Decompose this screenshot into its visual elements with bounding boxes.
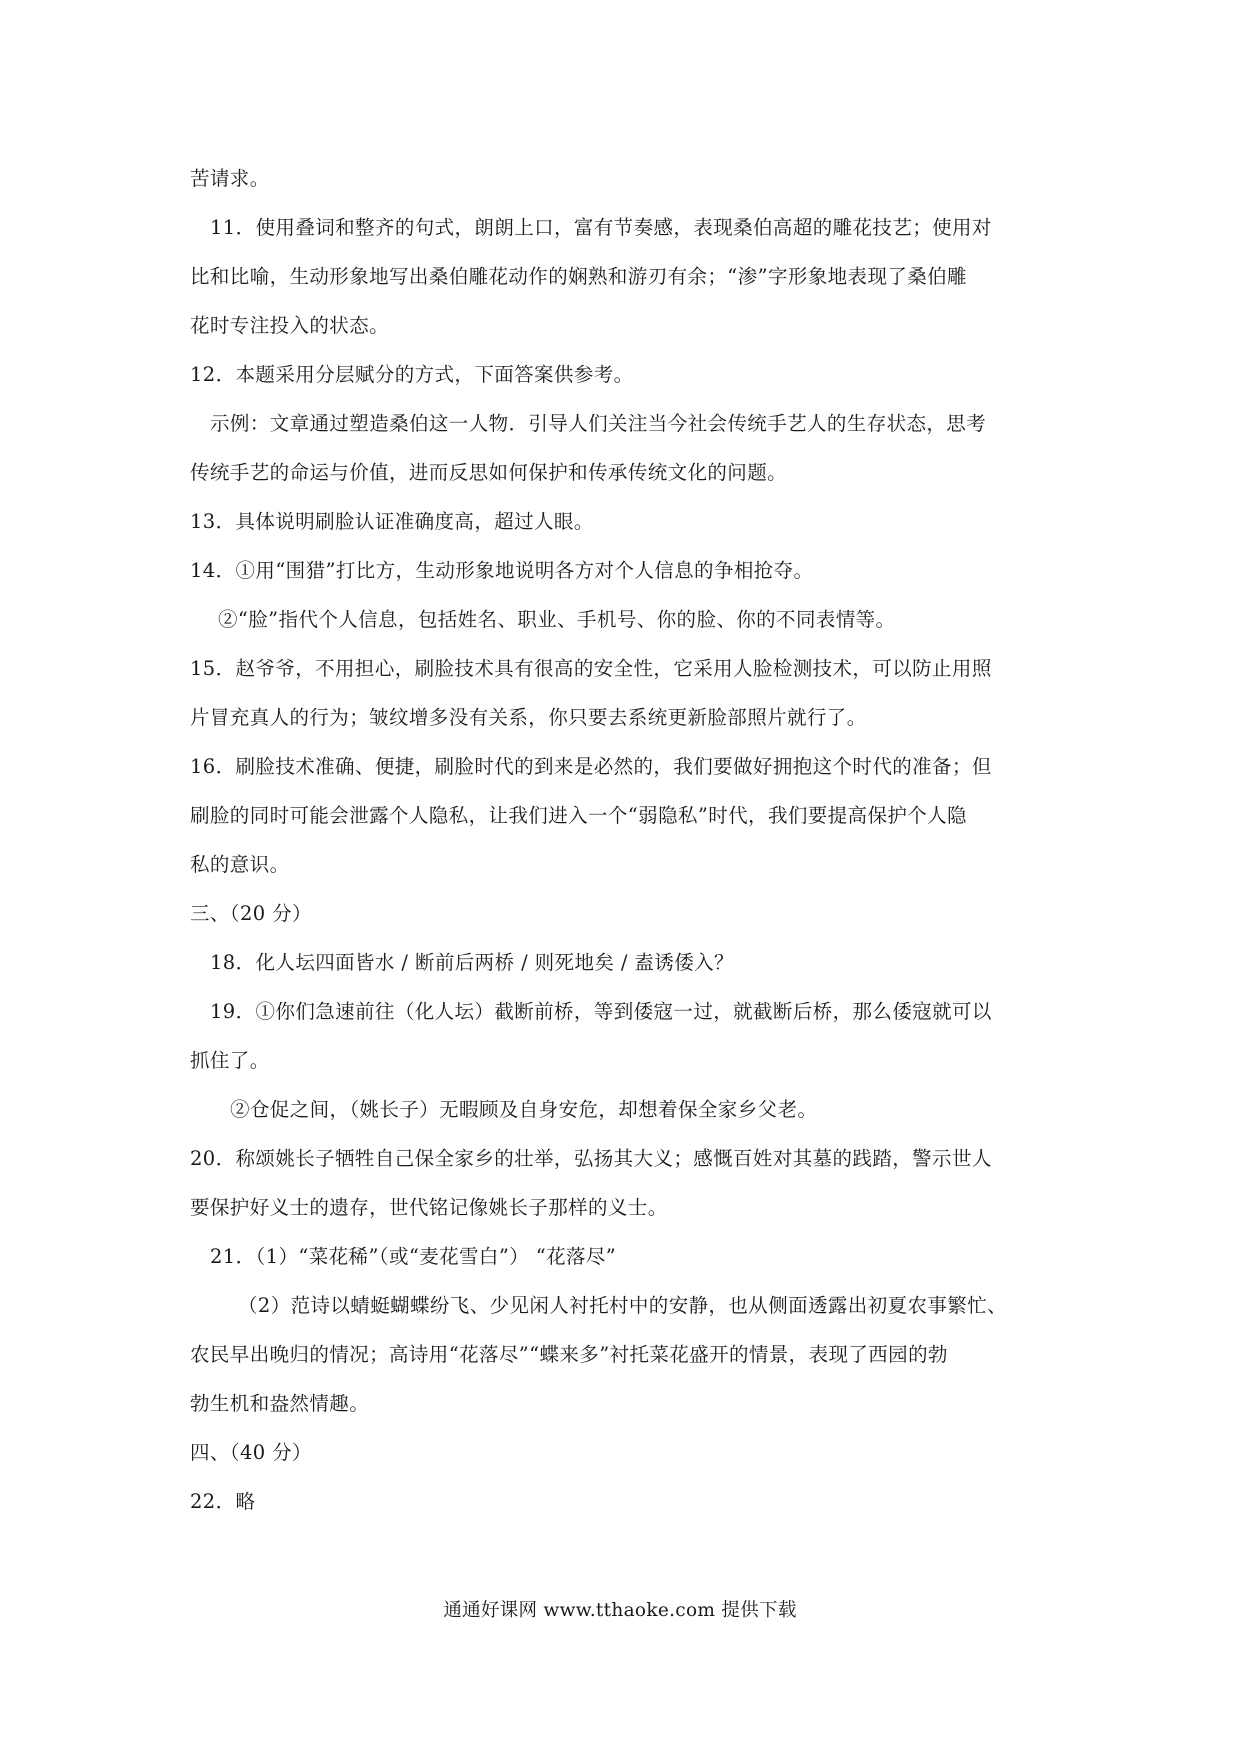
answer-line: ②仓促之间，（姚长子）无暇顾及自身安危，却想着保全家乡父老。 <box>230 1098 818 1121</box>
answer-line: 勃生机和盎然情趣。 <box>190 1392 370 1415</box>
answer-line: 私的意识。 <box>190 853 290 876</box>
answer-line: 14．①用“围猎”打比方，生动形象地说明各方对个人信息的争相抢夺。 <box>190 559 814 582</box>
answer-line: ②“脸”指代个人信息，包括姓名、职业、手机号、你的脸、你的不同表情等。 <box>218 608 896 631</box>
answer-line: 20．称颂姚长子牺牲自己保全家乡的壮举，弘扬其大义；感慨百姓对其墓的践踏，警示世人 <box>190 1147 992 1170</box>
answer-line: 花时专注投入的状态。 <box>190 314 390 337</box>
page-footer: 通通好课网 www.tthaoke.com 提供下载 <box>443 1600 797 1621</box>
answer-line: 21．（1）“菜花稀”（或“麦花雪白”） “花落尽” <box>210 1245 617 1268</box>
answer-line: 19．①你们急速前往（化人坛）截断前桥，等到倭寇一过，就截断后桥，那么倭寇就可以 <box>210 1000 992 1023</box>
answer-line: 16．刷脸技术准确、便捷，刷脸时代的到来是必然的，我们要做好拥抱这个时代的准备；但 <box>190 755 992 778</box>
answer-line: 11．使用叠词和整齐的句式，朗朗上口，富有节奏感，表现桑伯高超的雕花技艺；使用对 <box>210 216 992 239</box>
answer-line: 抓住了。 <box>190 1049 270 1072</box>
answer-line: （2）范诗以蜻蜓蝴蝶纷飞、少见闲人衬托村中的安静，也从侧面透露出初夏农事繁忙、 <box>238 1294 1008 1317</box>
section-heading: 三、（20 分） <box>190 902 312 925</box>
answer-line: 苦请求。 <box>190 167 270 190</box>
answer-line: 18．化人坛四面皆水 / 断前后两桥 / 则死地矣 / 盍诱倭入？ <box>210 951 734 974</box>
answer-line: 12．本题采用分层赋分的方式，下面答案供参考。 <box>190 363 634 386</box>
answer-line: 农民早出晚归的情况；高诗用“花落尽”“蝶来多”衬托菜花盛开的情景，表现了西园的勃 <box>190 1343 948 1366</box>
answer-line: 13．具体说明刷脸认证准确度高，超过人眼。 <box>190 510 594 533</box>
answer-line: 比和比喻，生动形象地写出桑伯雕花动作的娴熟和游刃有余；“渗”字形象地表现了桑伯雕 <box>190 265 967 288</box>
answer-line: 刷脸的同时可能会泄露个人隐私，让我们进入一个“弱隐私”时代，我们要提高保护个人隐 <box>190 804 967 827</box>
section-heading: 四、（40 分） <box>190 1441 312 1464</box>
answer-line: 22．略 <box>190 1490 256 1513</box>
answer-line: 示例：文章通过塑造桑伯这一人物．引导人们关注当今社会传统手艺人的生存状态，思考 <box>210 412 987 435</box>
answer-line: 15．赵爷爷，不用担心，刷脸技术具有很高的安全性，它采用人脸检测技术，可以防止用照 <box>190 657 992 680</box>
answer-line: 传统手艺的命运与价值，进而反思如何保护和传承传统文化的问题。 <box>190 461 788 484</box>
answer-line: 片冒充真人的行为；皱纹增多没有关系，你只要去系统更新脸部照片就行了。 <box>190 706 867 729</box>
answer-line: 要保护好义士的遗存，世代铭记像姚长子那样的义士。 <box>190 1196 668 1219</box>
